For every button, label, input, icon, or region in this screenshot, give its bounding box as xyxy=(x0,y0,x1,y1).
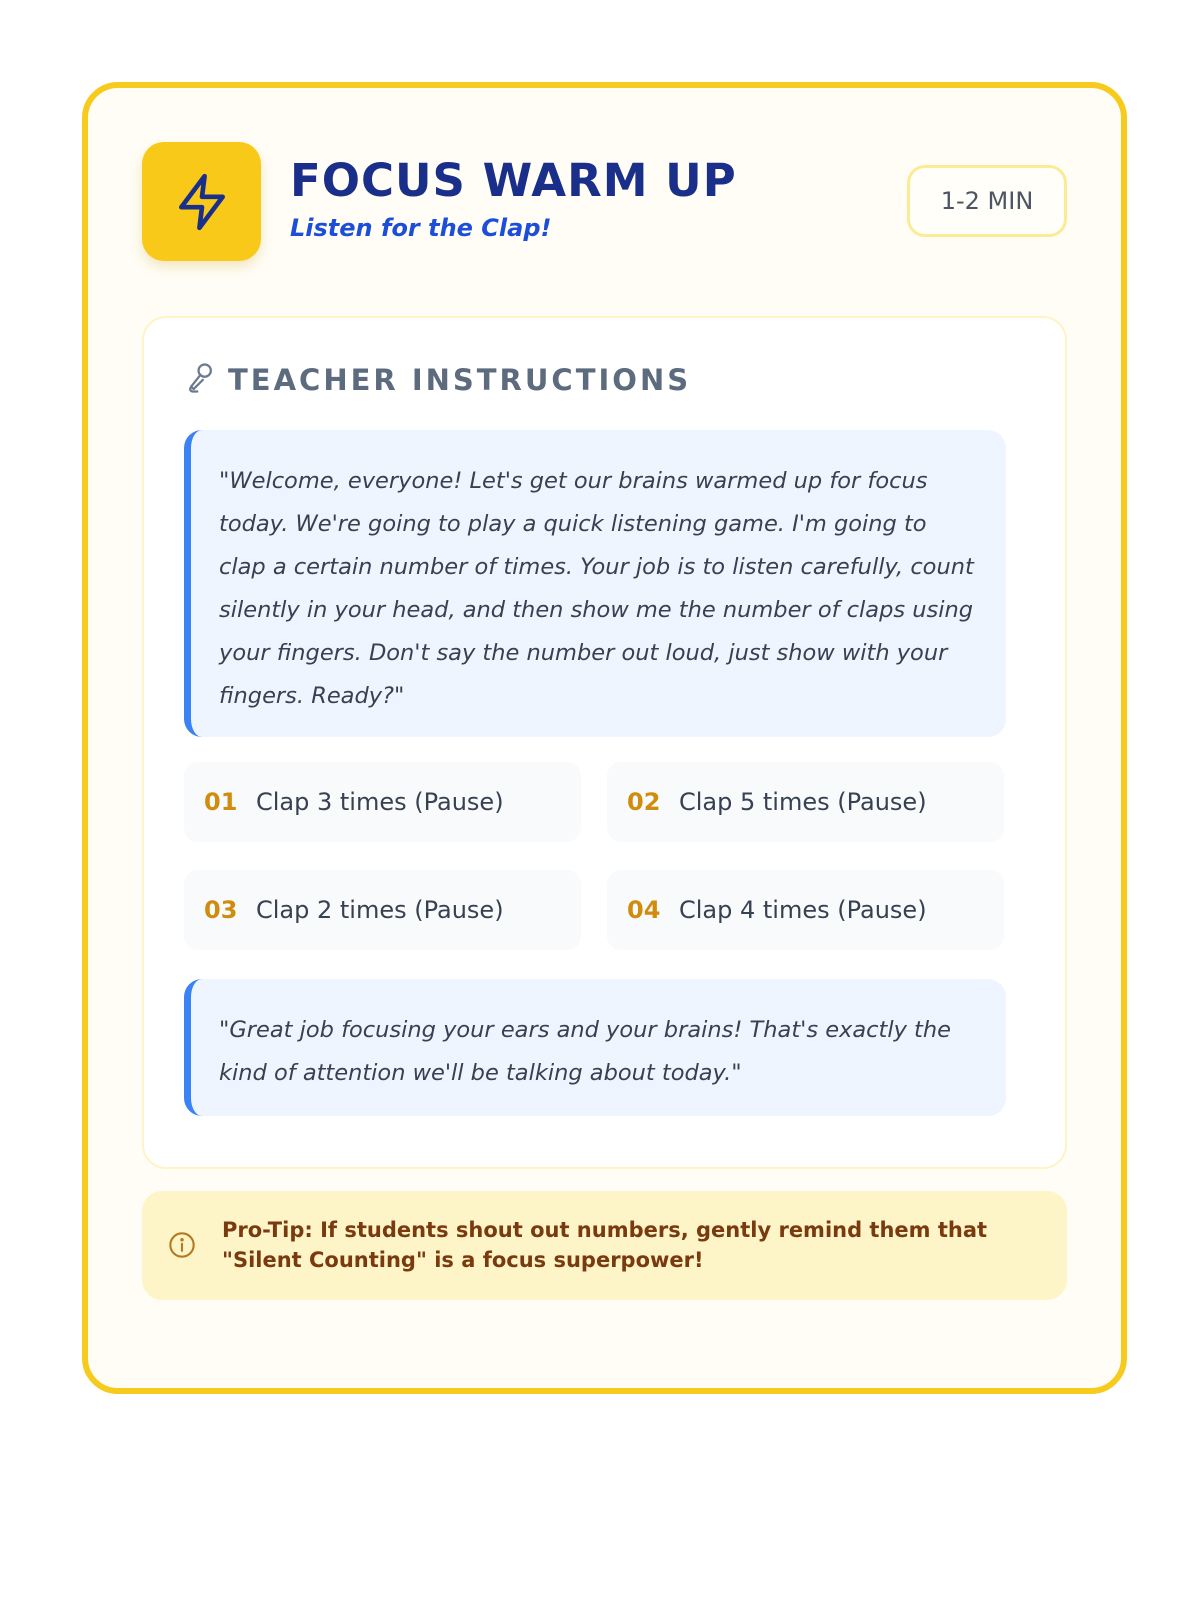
step-text: Clap 4 times (Pause) xyxy=(679,896,927,924)
page-title: FOCUS WARM UP xyxy=(290,154,737,207)
teacher-instructions-panel xyxy=(142,316,1067,1169)
microphone-icon xyxy=(186,362,216,398)
step-item xyxy=(184,762,581,842)
section-header xyxy=(186,362,691,398)
lightning-icon xyxy=(142,142,261,261)
step-item xyxy=(184,870,581,950)
section-title: TEACHER INSTRUCTIONS xyxy=(228,363,692,397)
pro-tip-text: Pro-Tip: If students shout out numbers, gently remind them that "Silent Counting" is a focus superpower! xyxy=(222,1218,988,1272)
step-text: Clap 2 times (Pause) xyxy=(256,896,504,924)
step-number: 04 xyxy=(627,896,661,924)
duration-badge: 1-2 MIN xyxy=(907,165,1067,237)
step-item xyxy=(607,762,1004,842)
intro-script-quote: "Welcome, everyone! Let's get our brains warmed up for focus today. We're going to play a quick listening game. I'm going to clap a certain number of times. Your job is to listen carefully, count silently in your head, and then show me the number of claps using your fingers. Don't say the number out loud, just show with your fingers. Ready?" xyxy=(184,430,1006,737)
closing-script-quote: "Great job focusing your ears and your brains! That's exactly the kind of attention we'll be talking about today." xyxy=(184,979,1006,1116)
warm-up-card xyxy=(82,82,1127,1394)
step-text: Clap 3 times (Pause) xyxy=(256,788,504,816)
step-text: Clap 5 times (Pause) xyxy=(679,788,927,816)
step-number: 03 xyxy=(204,896,238,924)
step-item xyxy=(607,870,1004,950)
card-header xyxy=(142,142,1067,262)
info-icon xyxy=(168,1231,196,1263)
pro-tip-banner xyxy=(142,1191,1067,1300)
page-subtitle: Listen for the Clap! xyxy=(290,214,552,242)
step-number: 01 xyxy=(204,788,238,816)
step-number: 02 xyxy=(627,788,661,816)
